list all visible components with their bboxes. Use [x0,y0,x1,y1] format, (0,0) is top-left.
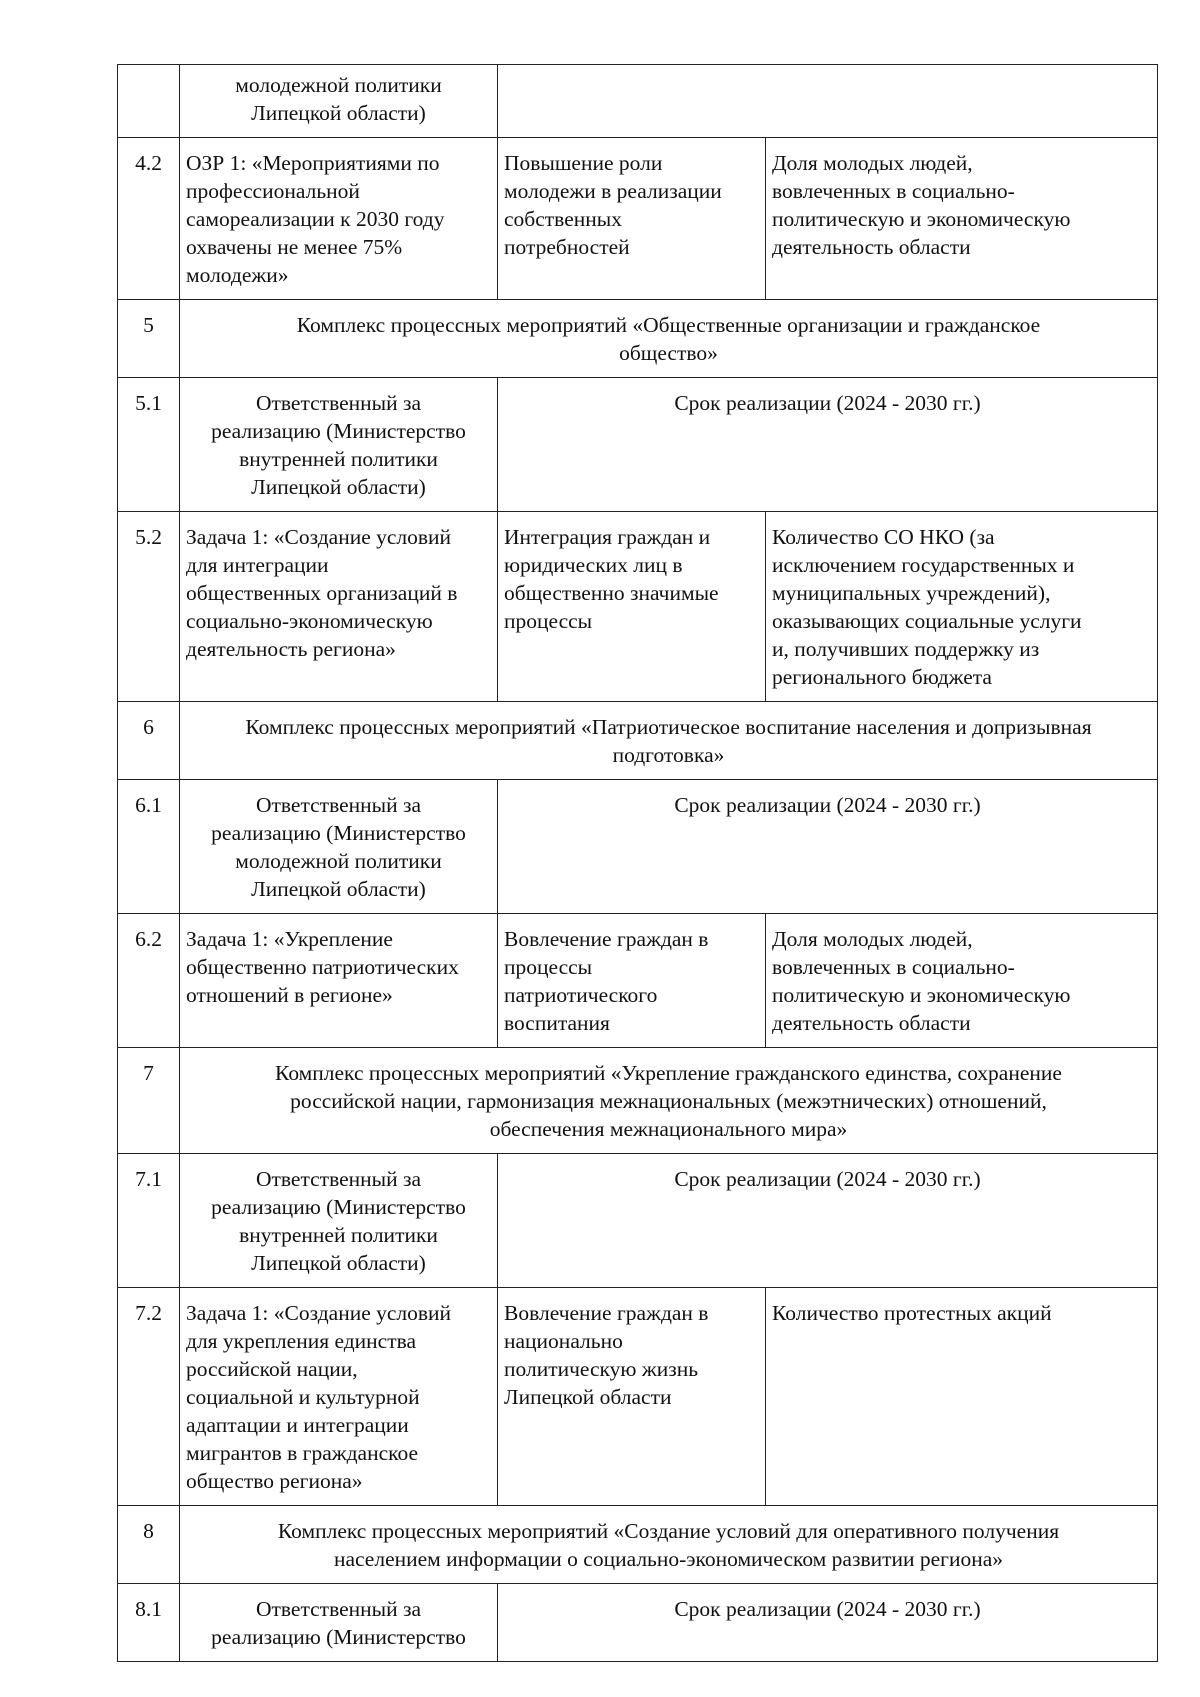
result-cell [498,914,766,1048]
complex-title-cell [180,702,1158,780]
row-number: 8 [118,1506,180,1584]
table-row [118,1154,1158,1288]
responsible-cell [180,780,498,914]
program-structure-table [117,64,1158,1662]
task-text: Задача 1: «Создание условий для интеграции общественных организаций в социально-экономическую деятельность региона» [186,525,458,661]
indicator-text: Доля молодых людей, вовлеченных в социально- политическую и экономическую деятельность области [772,927,1071,1035]
responsible-cell [180,1154,498,1288]
row-number: 5.1 [118,378,180,512]
task-cell [180,512,498,702]
responsible-cell [180,1584,498,1662]
complex-title-cell [180,1048,1158,1154]
table-row [118,780,1158,914]
complex-title: Комплекс процессных мероприятий «Общественные организации и гражданское общество» [296,313,1041,365]
row-number: 6.2 [118,914,180,1048]
table-row [118,1288,1158,1506]
task-text: Задача 1: «Укрепление общественно патриотических отношений в регионе» [186,927,459,1007]
row-number: 6.1 [118,780,180,914]
task-cell [180,914,498,1048]
row-number: 8.1 [118,1584,180,1662]
period-cell [498,378,1158,512]
complex-title: Комплекс процессных мероприятий «Создание условий для оперативного получения населением информации о социально-экономическом развитии региона» [277,1519,1060,1571]
task-text: ОЗР 1: «Мероприятиями по профессиональной самореализации к 2030 году охвачены не менее 75% молодежи» [186,151,445,287]
row-number: 7.1 [118,1154,180,1288]
indicator-text: Количество протестных акций [772,1301,1052,1325]
row-number [118,65,180,138]
result-cell [498,1288,766,1506]
result-cell [498,512,766,702]
table-row [118,512,1158,702]
table-row [118,1584,1158,1662]
indicator-cell [766,914,1158,1048]
period-text: Срок реализации (2024 - 2030 гг.) [674,793,981,817]
period-text: Срок реализации (2024 - 2030 гг.) [674,1167,981,1191]
period-cell [498,780,1158,914]
period-cell [498,65,1158,138]
indicator-text: Количество СО НКО (за исключением государственных и муниципальных учреждений), оказывающих социальные услуги и, получивших поддержку из регионального бюджета [772,525,1082,689]
period-cell [498,1584,1158,1662]
table-row [118,1048,1158,1154]
responsible-cell [180,65,498,138]
complex-title: Комплекс процессных мероприятий «Укрепление гражданского единства, сохранение российской нации, гармонизация межнациональных (межэтнических) отношений, обеспечения межнационального мира» [275,1061,1062,1141]
period-text: Срок реализации (2024 - 2030 гг.) [674,1597,981,1621]
row-number: 5 [118,300,180,378]
responsible-cell [180,378,498,512]
result-text: Интеграция граждан и юридических лиц в общественно значимые процессы [504,525,719,633]
task-cell [180,138,498,300]
period-cell [498,1154,1158,1288]
task-cell [180,1288,498,1506]
result-cell [498,138,766,300]
responsible-text: Ответственный за реализацию (Министерство молодежной политики Липецкой области) [211,793,466,901]
table-row [118,378,1158,512]
row-number: 5.2 [118,512,180,702]
table-row [118,1506,1158,1584]
indicator-cell [766,512,1158,702]
complex-title: Комплекс процессных мероприятий «Патриотическое воспитание населения и допризывная подготовка» [245,715,1092,767]
table-row [118,914,1158,1048]
complex-title-cell [180,1506,1158,1584]
responsible-text: Ответственный за реализацию (Министерство [211,1597,466,1649]
table-row [118,65,1158,138]
responsible-text: молодежной политики Липецкой области) [235,73,442,125]
row-number: 7 [118,1048,180,1154]
responsible-text: Ответственный за реализацию (Министерство внутренней политики Липецкой области) [211,391,466,499]
row-number: 7.2 [118,1288,180,1506]
indicator-text: Доля молодых людей, вовлеченных в социально- политическую и экономическую деятельность области [772,151,1071,259]
responsible-text: Ответственный за реализацию (Министерство внутренней политики Липецкой области) [211,1167,466,1275]
row-number: 4.2 [118,138,180,300]
table-row [118,702,1158,780]
period-text: Срок реализации (2024 - 2030 гг.) [674,391,981,415]
result-text: Вовлечение граждан в национально политическую жизнь Липецкой области [504,1301,709,1409]
task-text: Задача 1: «Создание условий для укрепления единства российской нации, социальной и культурной адаптации и интеграции мигрантов в гражданское общество региона» [186,1301,452,1493]
result-text: Вовлечение граждан в процессы патриотического воспитания [504,927,709,1035]
table-row [118,300,1158,378]
row-number: 6 [118,702,180,780]
table-row [118,138,1158,300]
indicator-cell [766,138,1158,300]
indicator-cell [766,1288,1158,1506]
complex-title-cell [180,300,1158,378]
result-text: Повышение роли молодежи в реализации собственных потребностей [504,151,722,259]
